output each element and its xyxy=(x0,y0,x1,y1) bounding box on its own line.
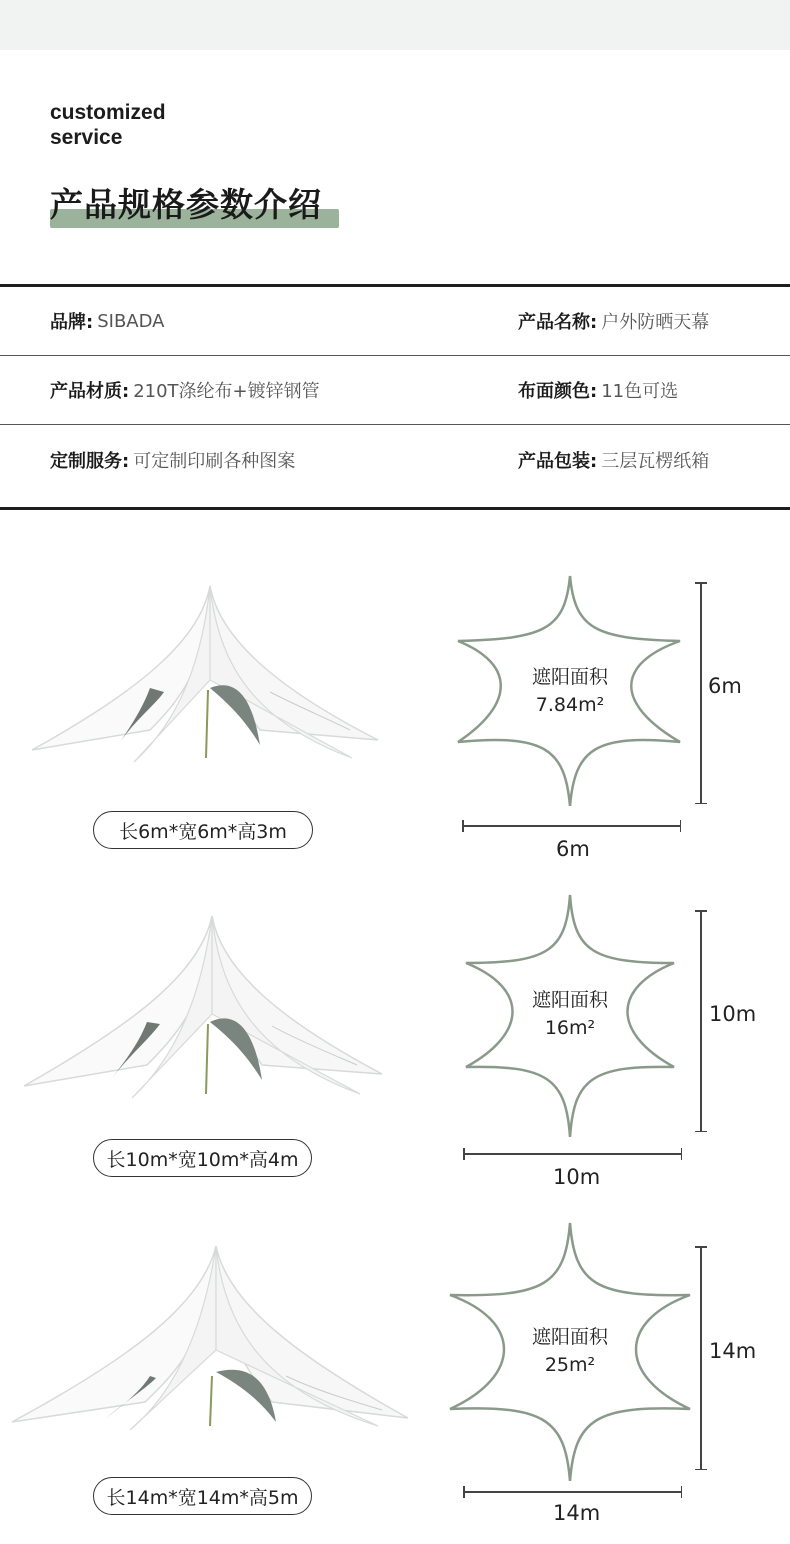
spec-key: 产品材质: xyxy=(50,381,130,402)
area-label xyxy=(515,663,625,719)
width-dimension-line xyxy=(463,1486,682,1498)
spec-row xyxy=(0,287,790,356)
area-title: 遮阳面积 xyxy=(531,666,608,688)
size-label-pill xyxy=(93,1477,312,1515)
width-dimension-line xyxy=(463,1148,682,1160)
area-label xyxy=(515,1323,625,1379)
height-dimension: 10m xyxy=(709,1002,757,1026)
star-tent-illustration xyxy=(10,1242,410,1432)
area-title: 遮阳面积 xyxy=(531,989,608,1011)
spec-cell-product-name xyxy=(518,287,709,355)
size-block-14m xyxy=(0,1218,790,1538)
spec-value: 可定制印刷各种图案 xyxy=(133,450,296,472)
spec-key: 布面颜色: xyxy=(518,381,598,402)
spec-key: 定制服务: xyxy=(50,450,130,472)
spec-cell-brand xyxy=(50,287,164,355)
top-band xyxy=(0,0,790,50)
spec-key: 品牌: xyxy=(50,312,94,333)
size-label: 长14m*宽14m*高5m xyxy=(106,1486,299,1509)
height-dimension-line xyxy=(695,910,707,1132)
spec-key: 产品包装: xyxy=(518,450,598,472)
area-value: 25m² xyxy=(544,1354,596,1376)
spec-value: SIBADA xyxy=(97,310,165,332)
size-block-10m xyxy=(0,890,790,1190)
spec-value: 210T涤纶布+镀锌钢管 xyxy=(133,381,320,402)
eyebrow-line-1: customized xyxy=(50,101,166,124)
width-dimension-line xyxy=(462,820,681,832)
spec-value: 户外防晒天幕 xyxy=(601,312,710,333)
eyebrow-line-2: service xyxy=(50,126,123,149)
area-value: 16m² xyxy=(544,1017,596,1039)
area-label xyxy=(515,986,625,1042)
spec-cell-material xyxy=(50,356,320,424)
width-dimension: 10m xyxy=(553,1165,601,1189)
size-label-pill xyxy=(93,1139,312,1177)
spec-table xyxy=(0,284,790,510)
area-value: 7.84m² xyxy=(535,694,605,716)
width-dimension: 6m xyxy=(556,837,590,861)
spec-value: 11色可选 xyxy=(601,381,679,402)
width-dimension: 14m xyxy=(553,1501,601,1525)
section-title xyxy=(50,183,322,231)
spec-row xyxy=(0,425,790,507)
height-dimension-line xyxy=(695,582,707,804)
size-label-pill xyxy=(93,811,313,849)
eyebrow-text xyxy=(50,100,166,150)
spec-value: 三层瓦楞纸箱 xyxy=(601,450,710,472)
spec-cell-custom-service xyxy=(50,425,295,494)
height-dimension: 6m xyxy=(708,674,742,698)
star-tent-illustration xyxy=(22,910,384,1100)
spec-key: 产品名称: xyxy=(518,312,598,333)
height-dimension: 14m xyxy=(709,1339,757,1363)
star-tent-illustration xyxy=(30,580,380,765)
spec-cell-packaging xyxy=(518,425,709,494)
spec-cell-fabric-color xyxy=(518,356,678,424)
height-dimension-line xyxy=(695,1246,707,1470)
area-title: 遮阳面积 xyxy=(531,1326,608,1348)
size-label: 长6m*宽6m*高3m xyxy=(119,820,287,843)
size-block-6m xyxy=(0,570,790,870)
size-label: 长10m*宽10m*高4m xyxy=(106,1148,299,1171)
spec-row xyxy=(0,356,790,425)
section-title-text: 产品规格参数介绍 xyxy=(50,185,322,224)
